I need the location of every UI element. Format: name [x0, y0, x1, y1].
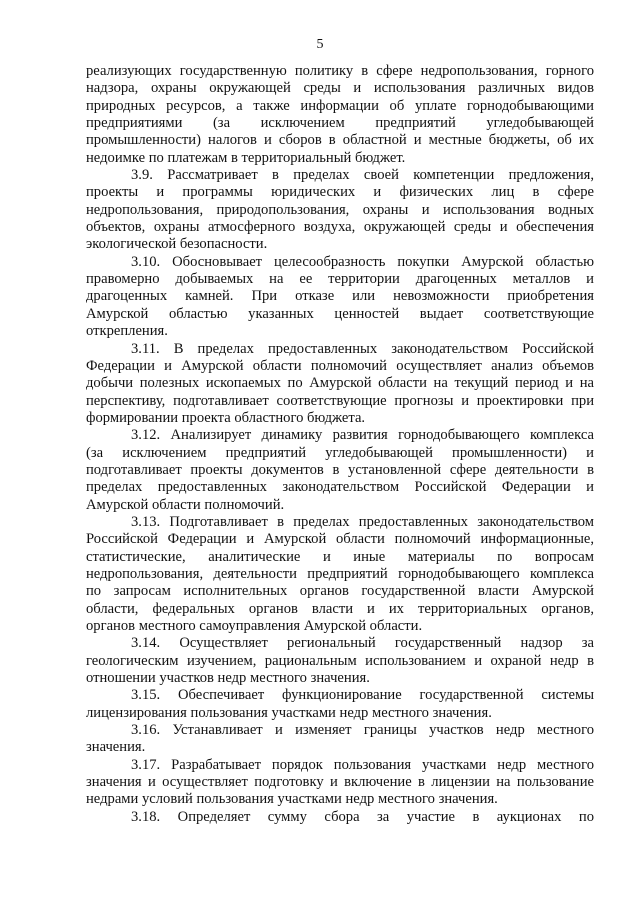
text-line: правомерно добываемых на ее территории драгоценных металлов и — [86, 271, 594, 288]
text-line: реализующих государственную политику в сфере недропользования, горного — [86, 63, 594, 79]
text-line: органов местного самоуправления Амурской области. — [86, 618, 423, 634]
text-line: открепления. — [86, 323, 168, 340]
paragraph-p3-18 — [86, 809, 594, 826]
text-line: 3.18. Определяет сумму сбора за участие в аукционах по — [131, 808, 594, 825]
text-line: промышленности) налогов и сборов в областной и местные бюджеты, об их — [86, 132, 594, 149]
text-line: (за исключением предприятий угледобывающей промышленности) и — [86, 444, 594, 461]
text-line: 3.14. Осуществляет региональный государственный надзор за — [131, 635, 594, 652]
text-line: перспективу, подготавливает соответствующие прогнозы и проектировки при — [86, 392, 594, 409]
text-line: значения и осуществляет подготовку и включение в лицензии на пользование — [86, 774, 594, 791]
text-line: отношении участков недр местного значения. — [86, 670, 370, 687]
paragraph-p3-15 — [86, 687, 594, 722]
text-line: 3.11. В пределах предоставленных законодательством Российской — [131, 340, 594, 357]
text-line: 3.10. Обосновывает целесообразность покупки Амурской областью — [131, 253, 594, 270]
text-line: Российской Федерации и Амурской области полномочий информационные, — [86, 531, 594, 548]
text-line: геологическим изучением, рациональным использованием и охраной недр в — [86, 652, 594, 669]
text-line: недропользования, природопользования, охраны и использования водных — [86, 201, 594, 218]
paragraph-intro — [86, 63, 594, 167]
paragraph-p3-14 — [86, 635, 594, 687]
text-line: 3.9. Рассматривает в пределах своей компетенции предложения, — [131, 167, 594, 184]
text-line: Федерации и Амурской области полномочий осуществляет анализ объемов — [86, 357, 594, 374]
text-line: Амурской области полномочий. — [86, 496, 285, 513]
paragraph-p3-13 — [86, 514, 594, 635]
text-line: области, федеральных органов власти и их территориальных органов, — [86, 600, 594, 617]
text-line: надзора, охраны окружающей среды и использования различных видов — [86, 80, 594, 97]
text-line: недрами условий пользования участками недр местного значения. — [86, 791, 498, 808]
text-line: добычи полезных ископаемых по Амурской области на текущий период и на — [86, 375, 594, 392]
text-line: 3.15. Обеспечивает функционирование государственной системы — [131, 687, 594, 704]
text-line: 3.12. Анализирует динамику развития горнодобывающего комплекса — [131, 427, 594, 444]
text-line: формировании проекта областного бюджета. — [86, 409, 366, 426]
text-line: Амурской областью указанных ценностей выдает соответствующие — [86, 305, 594, 322]
text-line: 3.17. Разрабатывает порядок пользования участками недр местного — [131, 756, 594, 773]
text-line: экологической безопасности. — [86, 236, 268, 253]
paragraph-p3-16 — [86, 722, 594, 757]
text-line: природных ресурсов, а также информации об уплате горнодобывающими — [86, 97, 594, 114]
paragraph-p3-9 — [86, 167, 594, 254]
paragraph-p3-11 — [86, 341, 594, 428]
page-number: 5 — [316, 37, 324, 52]
text-line: предприятиями (за исключением предприятий угледобывающей — [86, 115, 594, 132]
text-line: статистические, аналитические и иные материалы по вопросам — [86, 548, 594, 565]
text-line: недоимке по платежам в территориальный бюджет. — [86, 149, 406, 166]
text-line: проекты и программы юридических и физических лиц в сфере — [86, 184, 594, 201]
text-line: лицензирования пользования участками недр местного значения. — [86, 704, 492, 721]
paragraph-p3-12 — [86, 427, 594, 514]
text-line: драгоценных камней. При отказе или невозможности приобретения — [86, 288, 594, 305]
text-line: значения. — [86, 739, 146, 756]
text-line: подготавливает проекты документов в установленной сфере деятельности в — [86, 461, 594, 478]
text-line: пределах предоставленных законодательством Российской Федерации и — [86, 479, 594, 496]
paragraph-p3-10 — [86, 254, 594, 341]
text-line: объектов, охраны атмосферного воздуха, окружающей среды и обеспечения — [86, 219, 594, 236]
document-body — [86, 63, 594, 826]
text-line: 3.16. Устанавливает и изменяет границы участков недр местного — [131, 722, 594, 739]
text-line: недропользования, деятельности предприятий горнодобывающего комплекса — [86, 565, 594, 582]
text-line: 3.13. Подготавливает в пределах предоставленных законодательством — [131, 513, 594, 530]
text-line: по запросам исполнительных органов государственной власти Амурской — [86, 583, 594, 600]
paragraph-p3-17 — [86, 757, 594, 809]
